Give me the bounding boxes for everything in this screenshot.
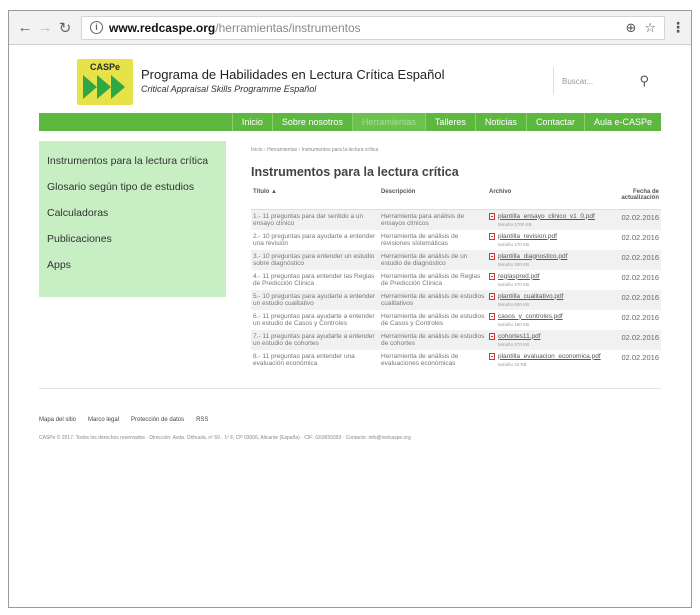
table-row [251,290,661,310]
file-size: tamaño 170 KB [498,241,530,247]
search-box[interactable] [553,67,653,95]
row-file [487,270,603,290]
content [39,141,661,370]
row-file [487,290,603,310]
site-footer [39,388,661,441]
column-header-title[interactable]: Título ▲ [251,187,379,209]
sidebar [39,141,226,297]
table-header-row [251,187,661,209]
file-size: tamaño 270 KB [498,281,530,287]
back-arrow-icon[interactable]: ← [17,19,33,36]
row-file [487,250,603,270]
forward-arrow-icon[interactable]: → [37,19,53,36]
nav-item-aula-e-caspe[interactable]: Aula e-CASPe [584,113,661,131]
column-header-file: Archivo [487,187,603,209]
row-file [487,310,603,330]
sidebar-item-glosario[interactable]: Glosario según tipo de estudios [47,181,195,193]
file-link[interactable]: plantilla_revision.pdf [498,232,557,240]
row-description: Herramienta de análisis de Reglas de Predicción Clínica [381,272,481,287]
row-date: 02.02.2016 [621,312,659,322]
file-size: tamaño 270 KB [498,341,530,347]
row-date: 02.02.2016 [603,290,661,310]
row-file [487,330,603,350]
row-title[interactable]: 1.- 11 preguntas para dar sentido a un ensayo clínico [251,209,379,230]
row-date: 02.02.2016 [603,209,661,230]
arrow-icon [83,75,97,99]
file-size: tamaño 200 KB [498,261,530,267]
row-title[interactable]: 2.- 10 preguntas para ayudarte a entender una revisión [253,232,376,247]
browser-window [8,10,692,608]
pdf-icon [489,293,495,300]
row-description: Herramienta de análisis de estudios de cohortes [379,330,487,350]
row-file [487,350,603,370]
row-date: 02.02.2016 [603,250,661,270]
column-header-date: Fecha de actualización [603,187,661,209]
arrow-icon [97,75,111,99]
table-row [251,250,661,270]
nav-item-inicio[interactable]: Inicio [232,113,272,131]
sidebar-item-calculadoras[interactable]: Calculadoras [47,207,109,219]
browser-toolbar [9,11,691,45]
file-size: tamaño 24 KB [498,361,527,367]
file-link[interactable]: plantilla_cualitativo.pdf [498,292,564,300]
brand-subtitle: Critical Appraisal Skills Programme Español [141,84,317,94]
brand-title: Programa de Habilidades en Lectura Crítica Español [141,67,445,82]
pdf-icon [489,313,495,320]
copyright: CASPe © 2017. Todos los derechos reservados · Dirección: Avda. Orihuela, nº 60 · 1º F, CP 03006, Alicante (España) · CIF: G53655093 · Contacto: info@redcaspe.org [39,434,411,441]
instruments-table [251,187,661,370]
footer-link-privacy[interactable]: Protección de datos [131,416,185,423]
main-content [226,141,661,370]
file-size: tamaño 600 KB [498,301,530,307]
table-row [251,310,661,330]
row-description: Herramienta de análisis de evaluaciones económicas [381,352,459,367]
url-path: /herramientas/instrumentos [215,20,361,35]
file-link[interactable]: plantilla_evaluacion_economica.pdf [498,352,601,360]
row-title[interactable]: 6.- 11 preguntas para ayudarte a entender un estudio de Casos y Controles [253,312,375,327]
site-header [39,45,661,113]
nav-item-sobre-nosotros[interactable]: Sobre nosotros [272,113,352,131]
table-row [251,270,661,290]
pdf-icon [489,213,495,220]
table-row [251,230,661,250]
row-file [487,230,603,250]
row-description: Herramienta de análisis de revisiones sistemáticas [381,232,459,247]
main-nav [39,113,661,131]
nav-item-noticias[interactable]: Noticias [475,113,526,131]
search-icon[interactable]: ⚲ [639,73,649,88]
row-date: 02.02.2016 [603,330,661,350]
file-link[interactable]: casos_y_controles.pdf [498,312,563,320]
pdf-icon [489,333,495,340]
footer-link-legal[interactable]: Marco legal [88,416,120,423]
file-link[interactable]: reglaspred.pdf [498,272,540,280]
sidebar-item-instrumentos[interactable]: Instrumentos para la lectura crítica [47,155,209,167]
url-host: www.redcaspe.org [109,20,216,35]
row-title[interactable]: 8.- 11 preguntas para entender una evaluación económica [253,352,355,367]
breadcrumb[interactable]: Inicio › Herramientas › Instrumentos para la lectura crítica [251,147,379,153]
row-description: Herramienta de análisis de estudios cualitativos [379,290,487,310]
row-title[interactable]: 5.- 10 preguntas para ayudarte a entender un estudio cualitativo [251,290,379,310]
table-row [251,330,661,350]
arrow-icon [111,75,125,99]
footer-links [39,417,661,423]
row-description: Herramienta de análisis de estudios de Casos y Controles [381,312,485,327]
row-date: 02.02.2016 [621,352,659,362]
file-link[interactable]: cohortes11.pdf [498,332,541,340]
nav-item-herramientas[interactable]: Herramientas [352,113,425,131]
column-header-description: Descripción [379,187,487,209]
site [9,45,691,441]
file-size: tamaño 160 KB [498,321,530,327]
sidebar-item-apps[interactable]: Apps [47,259,71,271]
search-input[interactable]: Buscar... [562,76,594,86]
row-title[interactable]: 7.- 11 preguntas para ayudarte a entender un estudio de cohortes [251,330,379,350]
table-row [251,209,661,230]
caspe-logo[interactable] [77,59,133,105]
footer-link-rss[interactable]: RSS [196,416,209,423]
row-date: 02.02.2016 [621,232,659,242]
reload-icon[interactable]: ↻ [58,19,72,37]
pdf-icon [489,253,495,260]
pdf-icon [489,233,495,240]
nav-item-talleres[interactable]: Talleres [425,113,475,131]
file-size: tamaño 1700 KB [498,221,532,227]
row-title[interactable]: 4.- 11 preguntas para entender las Reglas de Predicción Clínica [253,272,375,287]
row-description: Herramienta para análisis de ensayos clínicos [379,209,487,230]
bookmark-star-icon[interactable]: ☆ [644,19,656,35]
pdf-icon [489,353,495,360]
file-link[interactable]: plantilla_diagnostico.pdf [498,252,568,260]
nav-item-contactar[interactable]: Contactar [526,113,584,131]
info-icon[interactable]: i [90,21,103,34]
page-title: Instrumentos para la lectura crítica [251,165,459,179]
row-description: Herramienta de análisis de un estudio de diagnóstico [379,250,487,270]
sidebar-item-publicaciones[interactable]: Publicaciones [47,233,112,245]
row-date: 02.02.2016 [621,272,659,282]
footer-link-sitemap[interactable]: Mapa del sitio [39,416,77,423]
file-link[interactable]: plantilla_ensayo_clinico_v1_0.pdf [498,212,595,220]
browser-menu-icon[interactable]: ⋮ [671,19,685,35]
logo-text: CASPe [89,62,120,72]
pdf-icon [489,273,495,280]
address-bar[interactable] [81,16,665,40]
row-file [487,209,603,230]
table-row [251,350,661,370]
row-title[interactable]: 3.- 10 preguntas para entender un estudio sobre diagnóstico [251,250,379,270]
zoom-icon[interactable]: ⊕ [625,19,637,35]
